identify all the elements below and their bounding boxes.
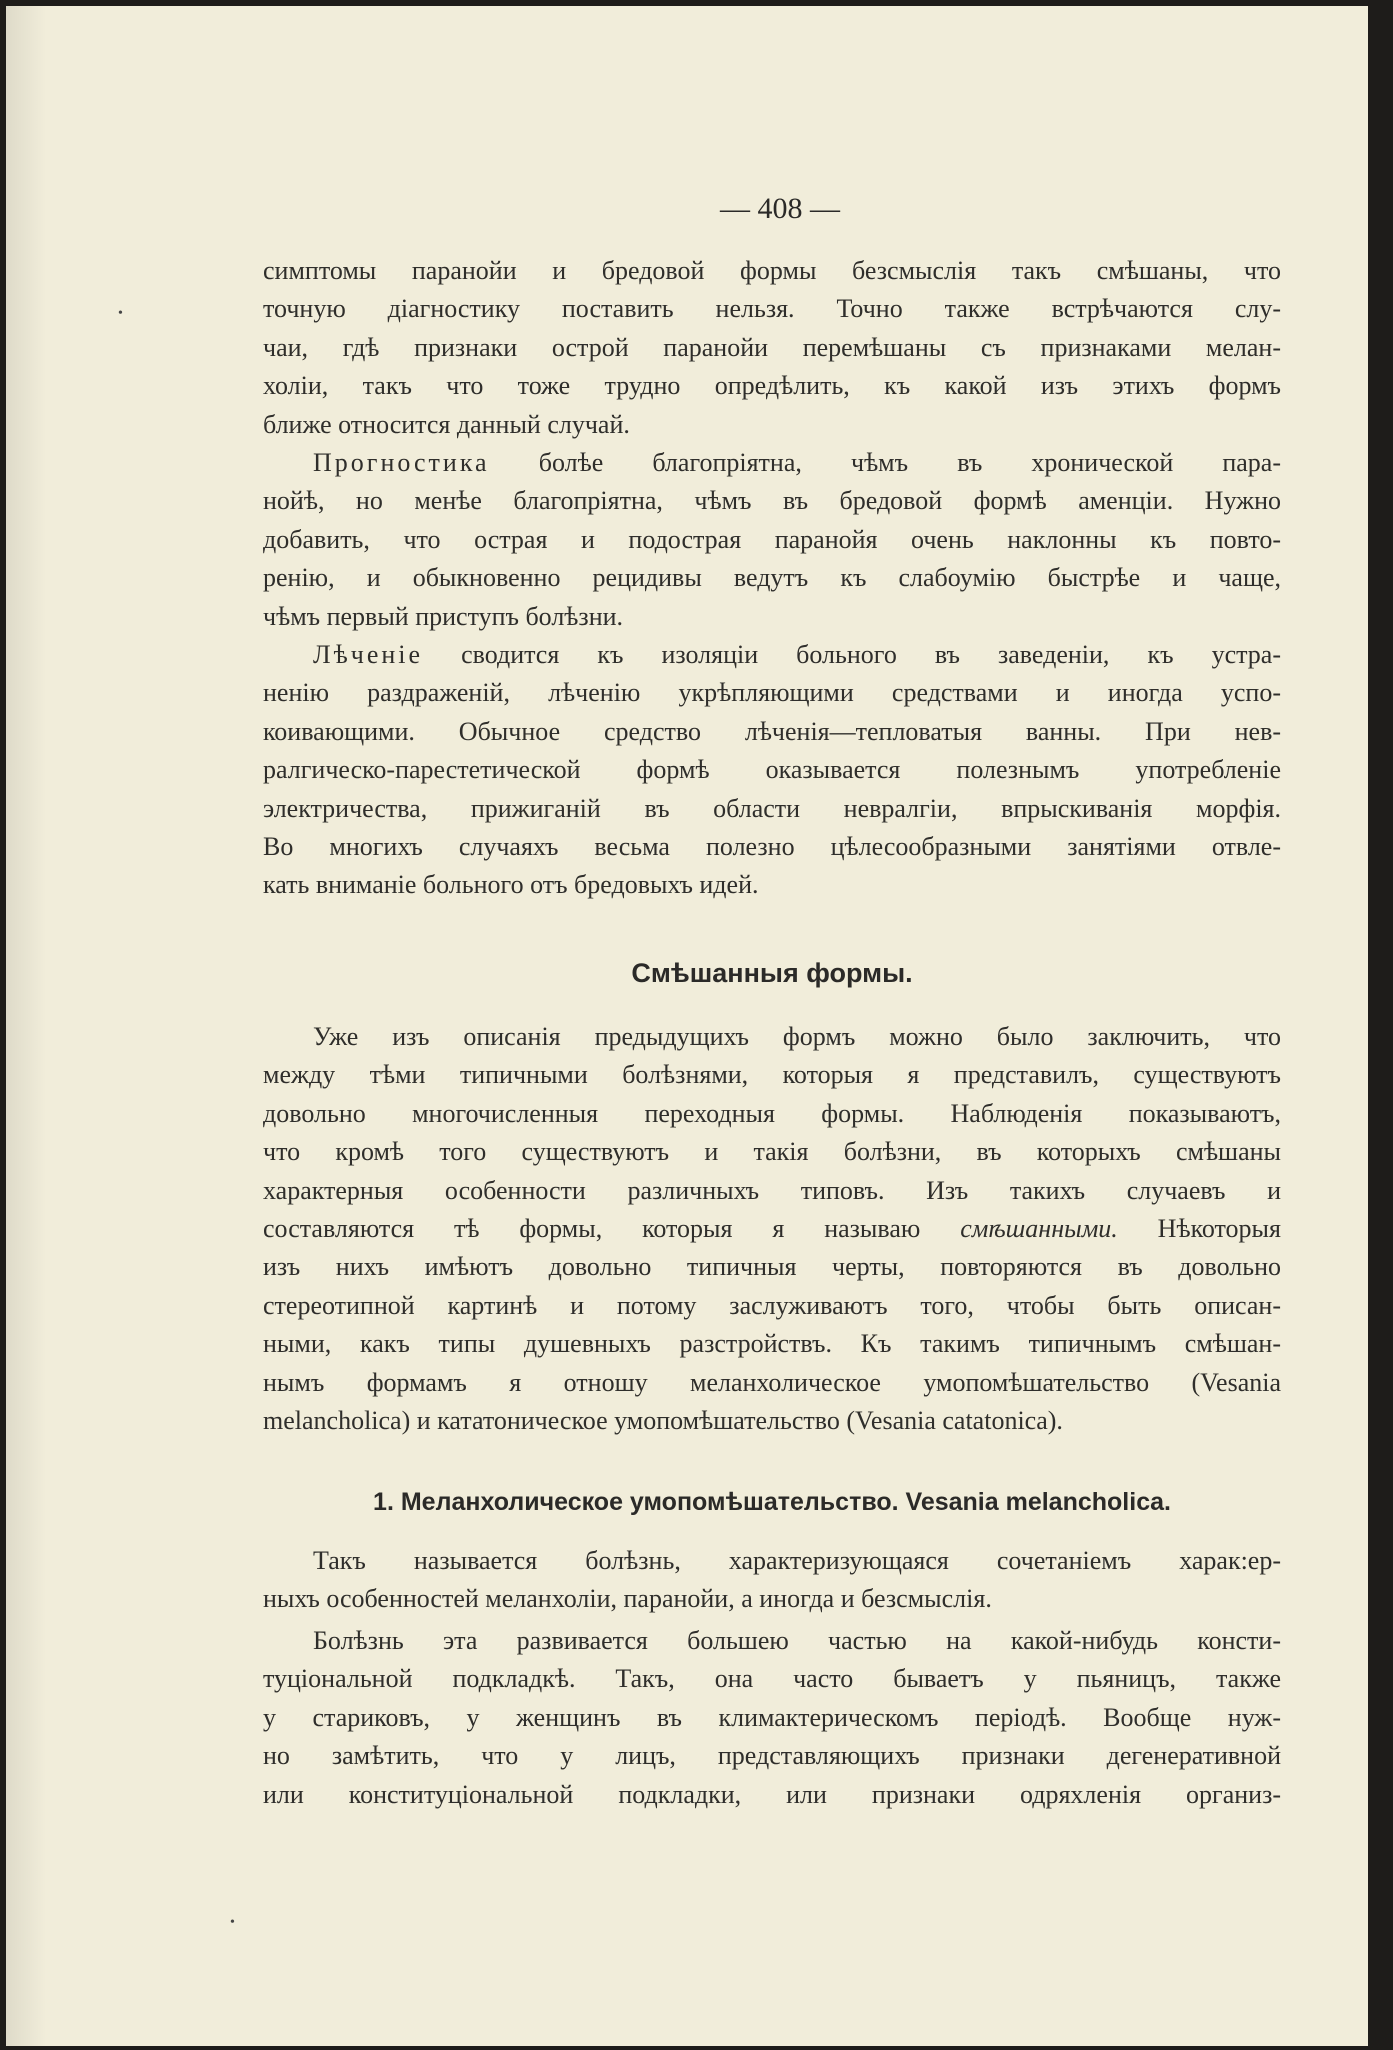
text-line: электричества, прижиганій въ области невралгіи, впрыскиванія морфія. bbox=[263, 793, 1281, 823]
text-line: кать вниманіе больного отъ бредовыхъ идей. bbox=[263, 870, 759, 900]
paragraph-2 bbox=[263, 444, 1281, 636]
page-number: — 408 — bbox=[720, 192, 840, 225]
text-line: ренію, и обыкновенно рецидивы ведутъ къ слабоумію быстрѣе и чаще, bbox=[263, 563, 1281, 593]
text-line: добавить, что острая и подострая паранойя очень наклонны къ повто- bbox=[263, 524, 1281, 554]
page-shadow bbox=[6, 6, 46, 2046]
text-line: коивающими. Обычное средство лѣченія—тепловатыя ванны. При нев- bbox=[263, 716, 1281, 746]
spaced-term: Лѣченіе bbox=[313, 640, 424, 669]
subsection-heading: 1. Меланхолическое умопомѣшательство. Vesania melancholica. bbox=[373, 1488, 1171, 1516]
text-line: довольно многочисленныя переходныя формы. Наблюденія показываютъ, bbox=[263, 1098, 1281, 1128]
text-line bbox=[263, 444, 1281, 482]
text-fragment: болѣе благопріятна, чѣмъ въ хронической пара- bbox=[489, 448, 1281, 477]
text-line: или конституціональной подкладки, или признаки одряхленія организ- bbox=[263, 1779, 1281, 1809]
text-line: Болѣзнь эта развивается большею частью на какой-нибудь консти- bbox=[313, 1626, 1281, 1655]
text-line bbox=[263, 1210, 1281, 1248]
paragraph-4 bbox=[263, 1018, 1281, 1440]
text-line: нымъ формамъ я отношу меланхолическое умопомѣшательство (Vesania bbox=[263, 1367, 1281, 1397]
paragraph-3 bbox=[263, 636, 1281, 905]
text-line: чѣмъ первый приступъ болѣзни. bbox=[263, 601, 624, 631]
spaced-term: Прогностика bbox=[313, 448, 490, 477]
text-line: точную діагностику поставить нельзя. Точно также встрѣчаются слу- bbox=[263, 294, 1281, 324]
text-line: у стариковъ, у женщинъ въ климактерическомъ періодѣ. Вообще нуж- bbox=[263, 1702, 1281, 1732]
paragraph-1 bbox=[263, 252, 1281, 444]
paragraph-6 bbox=[263, 1622, 1281, 1814]
text-line: изъ нихъ имѣютъ довольно типичныя черты, повторяются въ довольно bbox=[263, 1252, 1281, 1282]
margin-dot: • bbox=[230, 1915, 235, 1930]
text-line: ныхъ особенностей меланхоліи, паранойи, а иногда и безсмыслія. bbox=[263, 1584, 992, 1614]
text-line: между тѣми типичными болѣзнями, которыя я представилъ, существуютъ bbox=[263, 1060, 1281, 1090]
margin-dot: • bbox=[118, 306, 123, 321]
text-line: ными, какъ типы душевныхъ разстройствъ. Къ такимъ типичнымъ смѣшан- bbox=[263, 1329, 1281, 1359]
text-line: что кромѣ того существуютъ и такія болѣзни, въ которыхъ смѣшаны bbox=[263, 1137, 1281, 1167]
text-fragment: Нѣкоторыя bbox=[1117, 1214, 1281, 1244]
text-fragment: сводится къ изоляціи больного въ заведеніи, къ устра- bbox=[423, 640, 1281, 669]
italic-term: смѣшанными. bbox=[960, 1214, 1118, 1244]
text-line: ненію раздраженій, лѣченію укрѣпляющими средствами и иногда успо- bbox=[263, 678, 1281, 708]
text-line: туціональной подкладкѣ. Такъ, она часто бываетъ у пьяницъ, также bbox=[263, 1664, 1281, 1694]
text-line: чаи, гдѣ признаки острой паранойи перемѣшаны съ признаками мелан- bbox=[263, 332, 1281, 362]
text-line: нойѣ, но менѣе благопріятна, чѣмъ въ бредовой формѣ аменціи. Нужно bbox=[263, 486, 1281, 516]
text-line: ближе относится данный случай. bbox=[263, 409, 630, 439]
text-line: холіи, такъ что тоже трудно опредѣлить, къ какой изъ этихъ формъ bbox=[263, 371, 1281, 401]
text-line: но замѣтить, что у лицъ, представляющихъ признаки дегенеративной bbox=[263, 1741, 1281, 1771]
text-line: стереотипной картинѣ и потому заслуживаютъ того, чтобы быть описан- bbox=[263, 1290, 1281, 1320]
paragraph-5 bbox=[263, 1542, 1281, 1619]
section-heading: Смѣшанныя формы. bbox=[631, 958, 913, 988]
text-line bbox=[263, 636, 1281, 674]
text-line: Такъ называется болѣзнь, характеризующаяся сочетаніемъ харак:ер- bbox=[313, 1546, 1281, 1575]
text-fragment: составляются тѣ формы, которыя я называю bbox=[263, 1214, 961, 1244]
text-line: характерныя особенности различныхъ типовъ. Изъ такихъ случаевъ и bbox=[263, 1175, 1281, 1205]
text-line: Уже изъ описанія предыдущихъ формъ можно было заключить, что bbox=[313, 1022, 1281, 1051]
text-line: ралгическо-парестетической формѣ оказывается полезнымъ употребленіе bbox=[263, 755, 1281, 785]
text-line: melancholica) и кататоническое умопомѣшательство (Vesania catatonica). bbox=[263, 1406, 1063, 1436]
text-line: симптомы паранойи и бредовой формы безсмыслія такъ смѣшаны, что bbox=[263, 256, 1281, 285]
text-line: Во многихъ случаяхъ весьма полезно цѣлесообразными занятіями отвле- bbox=[263, 832, 1281, 862]
